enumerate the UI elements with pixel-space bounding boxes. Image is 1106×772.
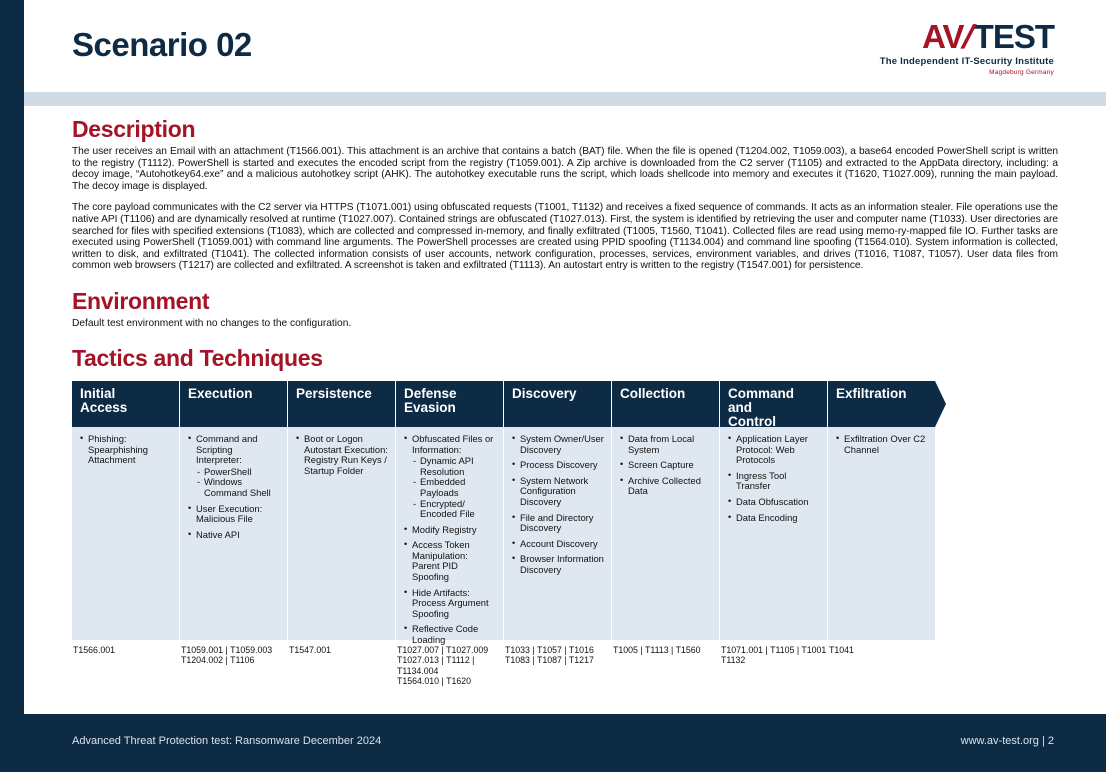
technique-id-line: T1005 | T1113 | T1560 [613,644,701,655]
technique-item [404,525,496,536]
technique-id-line: T1041 [829,644,854,655]
technique-label: Modify Registry [412,523,477,535]
description-heading: Description [72,116,196,142]
technique-item [728,434,820,466]
technique-id-line: T1132 [721,655,746,666]
technique-label: Phishing: Spearphishing Attachment [88,432,148,466]
tactic-header-line: Control [728,413,776,429]
technique-item [404,588,496,620]
tactic-technique-list [288,427,395,640]
technique-item [728,471,820,492]
arrow-tip-icon [935,381,946,427]
tactics-heading: Tactics and Techniques [72,344,323,371]
technique-label: Browser Information Discovery [520,553,604,575]
technique-label: Data Encoding [736,511,798,523]
footer-url-page: www.av-test.org | 2 [960,735,1054,747]
technique-id-list [180,640,287,674]
environment-heading: Environment [72,287,210,314]
tactic-header-line: Access [80,399,128,415]
tactic-column-header [72,381,179,427]
tactic-header-line: Persistence [296,385,372,401]
document-header [24,0,1106,92]
technique-label: Data Obfuscation [736,495,809,507]
technique-item [512,434,604,455]
technique-item [296,434,388,476]
page-title: Scenario 02 [72,26,252,63]
tactic-header-line: Defense [404,385,457,401]
description-paragraph-2: The core payload communicates with the C2 server via HTTPS (T1071.001) using obfuscated requests (T1001, T1132) and receives a fixed sequence of commands. It acts as an information stealer. File operations use the native API (T1106) and are dynamically resolved at runtime (T1027.007). Contained strings are obfuscated (T1027.013). First, the system is identified by retrieving the user and computer name (T1033). User directories are searched for files with specified extensions (T1083), which are collected and compressed in-memory, and finally exfiltrated (T1005, T1560, T1041). Collected files are read using memo-ry-mapped file IO. Further tasks are executed using PowerShell (T1059.001) with command line arguments. The PowerShell processes are created using PPID spoofing (T1134.004) and command line spoofing (T1564.010). System information is collected, written to disk, and exfiltrated (T1041). The collected information consists of user accounts, network configuration, processes, services, environment variables, and drives (T1016, T1087, T1057). User data files from common web browsers (T1217) are collected and exfiltrated. A screenshot is taken and exfiltrated (T1113). An autostart entry is written to the registry (T1547.001) for persistence. [72,202,1058,272]
tactic-header-line: Collection [620,385,686,401]
tactic-column-header [504,381,611,427]
technique-item [188,434,280,499]
tactic-column [612,381,719,674]
technique-label: Command and Scripting Interpreter: [196,432,258,466]
logo-slash-icon: / [958,18,979,55]
environment-text: Default test environment with no changes to the configuration. [72,317,352,329]
technique-item [512,476,604,508]
technique-label: Ingress Tool Transfer [736,469,787,492]
tactic-column-header [720,381,827,427]
technique-id-line: T1083 | T1087 | T1217 [505,655,594,666]
tactic-header-line: Discovery [512,385,577,401]
logo-location: Magdeburg Germany [989,69,1054,76]
technique-item [620,476,712,497]
technique-id-list [504,640,611,674]
tactic-technique-list [180,427,287,640]
technique-item [512,539,604,550]
technique-item [188,530,280,541]
header-band [24,92,1106,106]
technique-label: Data from Local System [628,432,695,455]
technique-label: Exfiltration Over C2 Channel [844,432,926,455]
technique-item [404,434,496,520]
tactic-column [72,381,179,674]
tactic-column-header [612,381,719,427]
logo-subtitle: The Independent IT-Security Institute [879,56,1054,67]
technique-id-line: T1033 | T1057 | T1016 [505,644,594,655]
technique-id-line: T1204.002 | T1106 [181,655,255,666]
technique-id-line: T1059.001 | T1059.003 [181,644,273,655]
technique-label: Access Token Manipulation: Parent PID Spoofing [412,539,470,583]
technique-label: User Execution: Malicious File [196,502,263,525]
technique-id-line: T1027.007 | T1027.009 [397,644,489,655]
tactic-header-line: Command and [728,385,795,415]
tactic-column-header [288,381,395,427]
technique-label: Boot or Logon Autostart Execution: Registry Run Keys / Startup Folder [304,432,388,476]
technique-item [512,513,604,534]
technique-label: File and Directory Discovery [520,511,594,534]
tactic-header-line: Evasion [404,399,456,415]
tactic-column [828,381,935,674]
technique-item [728,513,820,524]
document-footer [24,714,1106,772]
tactic-technique-list [828,427,935,640]
logo-test-text: TEST [973,18,1054,55]
tactic-column [180,381,287,674]
sub-technique-item: - Encrypted/ Encoded File [412,499,496,520]
technique-item [836,434,928,455]
technique-label: Application Layer Protocol: Web Protocols [736,432,808,466]
technique-label: Archive Collected Data [628,474,701,497]
technique-id-line: T1566.001 [73,644,116,655]
tactic-column [396,381,503,687]
technique-item [188,504,280,525]
tactics-techniques-table [72,381,1058,687]
technique-label: Native API [196,528,240,540]
tactic-column-header [828,381,935,427]
tactic-technique-list [72,427,179,640]
technique-id-line: T1027.013 | T1112 | T1134.004 [397,655,475,676]
av-test-logo [880,20,1054,76]
technique-item [404,540,496,582]
technique-id-list [828,640,935,674]
technique-item [512,460,604,471]
tactic-header-line: Exfiltration [836,385,907,401]
logo-av-text: AV [922,18,964,55]
technique-label: Process Discovery [520,459,598,471]
footer-test-name: Advanced Threat Protection test: Ransomware December 2024 [72,735,382,747]
sub-technique-item: - PowerShell [196,467,280,478]
sub-technique-item: - Embedded Payloads [412,477,496,498]
technique-label: Obfuscated Files or Information: [412,432,494,455]
technique-label: Hide Artifacts: Process Argument Spoofing [412,586,489,619]
technique-item [728,497,820,508]
logo-wordmark [880,20,1054,53]
technique-id-line: T1547.001 [289,644,332,655]
technique-label: Screen Capture [628,459,694,471]
document-content [24,106,1106,714]
technique-item [620,434,712,455]
tactic-technique-list [396,427,503,646]
tactic-header-line: Initial [80,385,116,401]
tactic-column [288,381,395,674]
technique-label: System Network Configuration Discovery [520,474,589,507]
technique-label: System Owner/User Discovery [520,432,604,455]
technique-item [404,624,496,645]
technique-label: Account Discovery [520,537,598,549]
tactic-column [720,381,827,674]
tactic-technique-list [720,427,827,640]
technique-item [620,460,712,471]
sub-technique-item: - Windows Command Shell [196,477,280,498]
left-accent-bar [0,0,24,772]
technique-id-list [612,640,719,674]
tactic-column-header [396,381,503,427]
description-paragraph-1: The user receives an Email with an attachment (T1566.001). This attachment is an archive that contains a batch (BAT) file. When the file is opened (T1204.002, T1059.003), a base64 encoded PowerShell script is written to the registry (T1112). PowerShell is started and executes the encoded script from the registry (T1059.001). A Zip archive is downloaded from the C2 server (T1105) and extracted to the AppData directory, including: a decoy image, “Autohotkey64.exe” and a malicious autohotkey script (AHK). The autohotkey executable runs the script, which loads shellcode into memory and executes it (T1620, T1027.009), running the main payload. The decoy image is displayed. [72,146,1058,192]
technique-label: Reflective Code Loading [412,623,479,646]
technique-id-list [720,640,827,674]
technique-id-line: T1071.001 | T1105 | T1001 [721,644,827,655]
technique-item [80,434,172,466]
tactic-technique-list [612,427,719,640]
technique-id-list [72,640,179,674]
tactic-column [504,381,611,674]
tactic-header-line: Execution [188,385,253,401]
tactic-technique-list [504,427,611,640]
technique-id-line: T1564.010 | T1620 [397,676,472,687]
tactic-column-header [180,381,287,427]
technique-id-list [288,640,395,674]
sub-technique-item: - Dynamic API Resolution [412,456,496,477]
technique-item [512,554,604,575]
